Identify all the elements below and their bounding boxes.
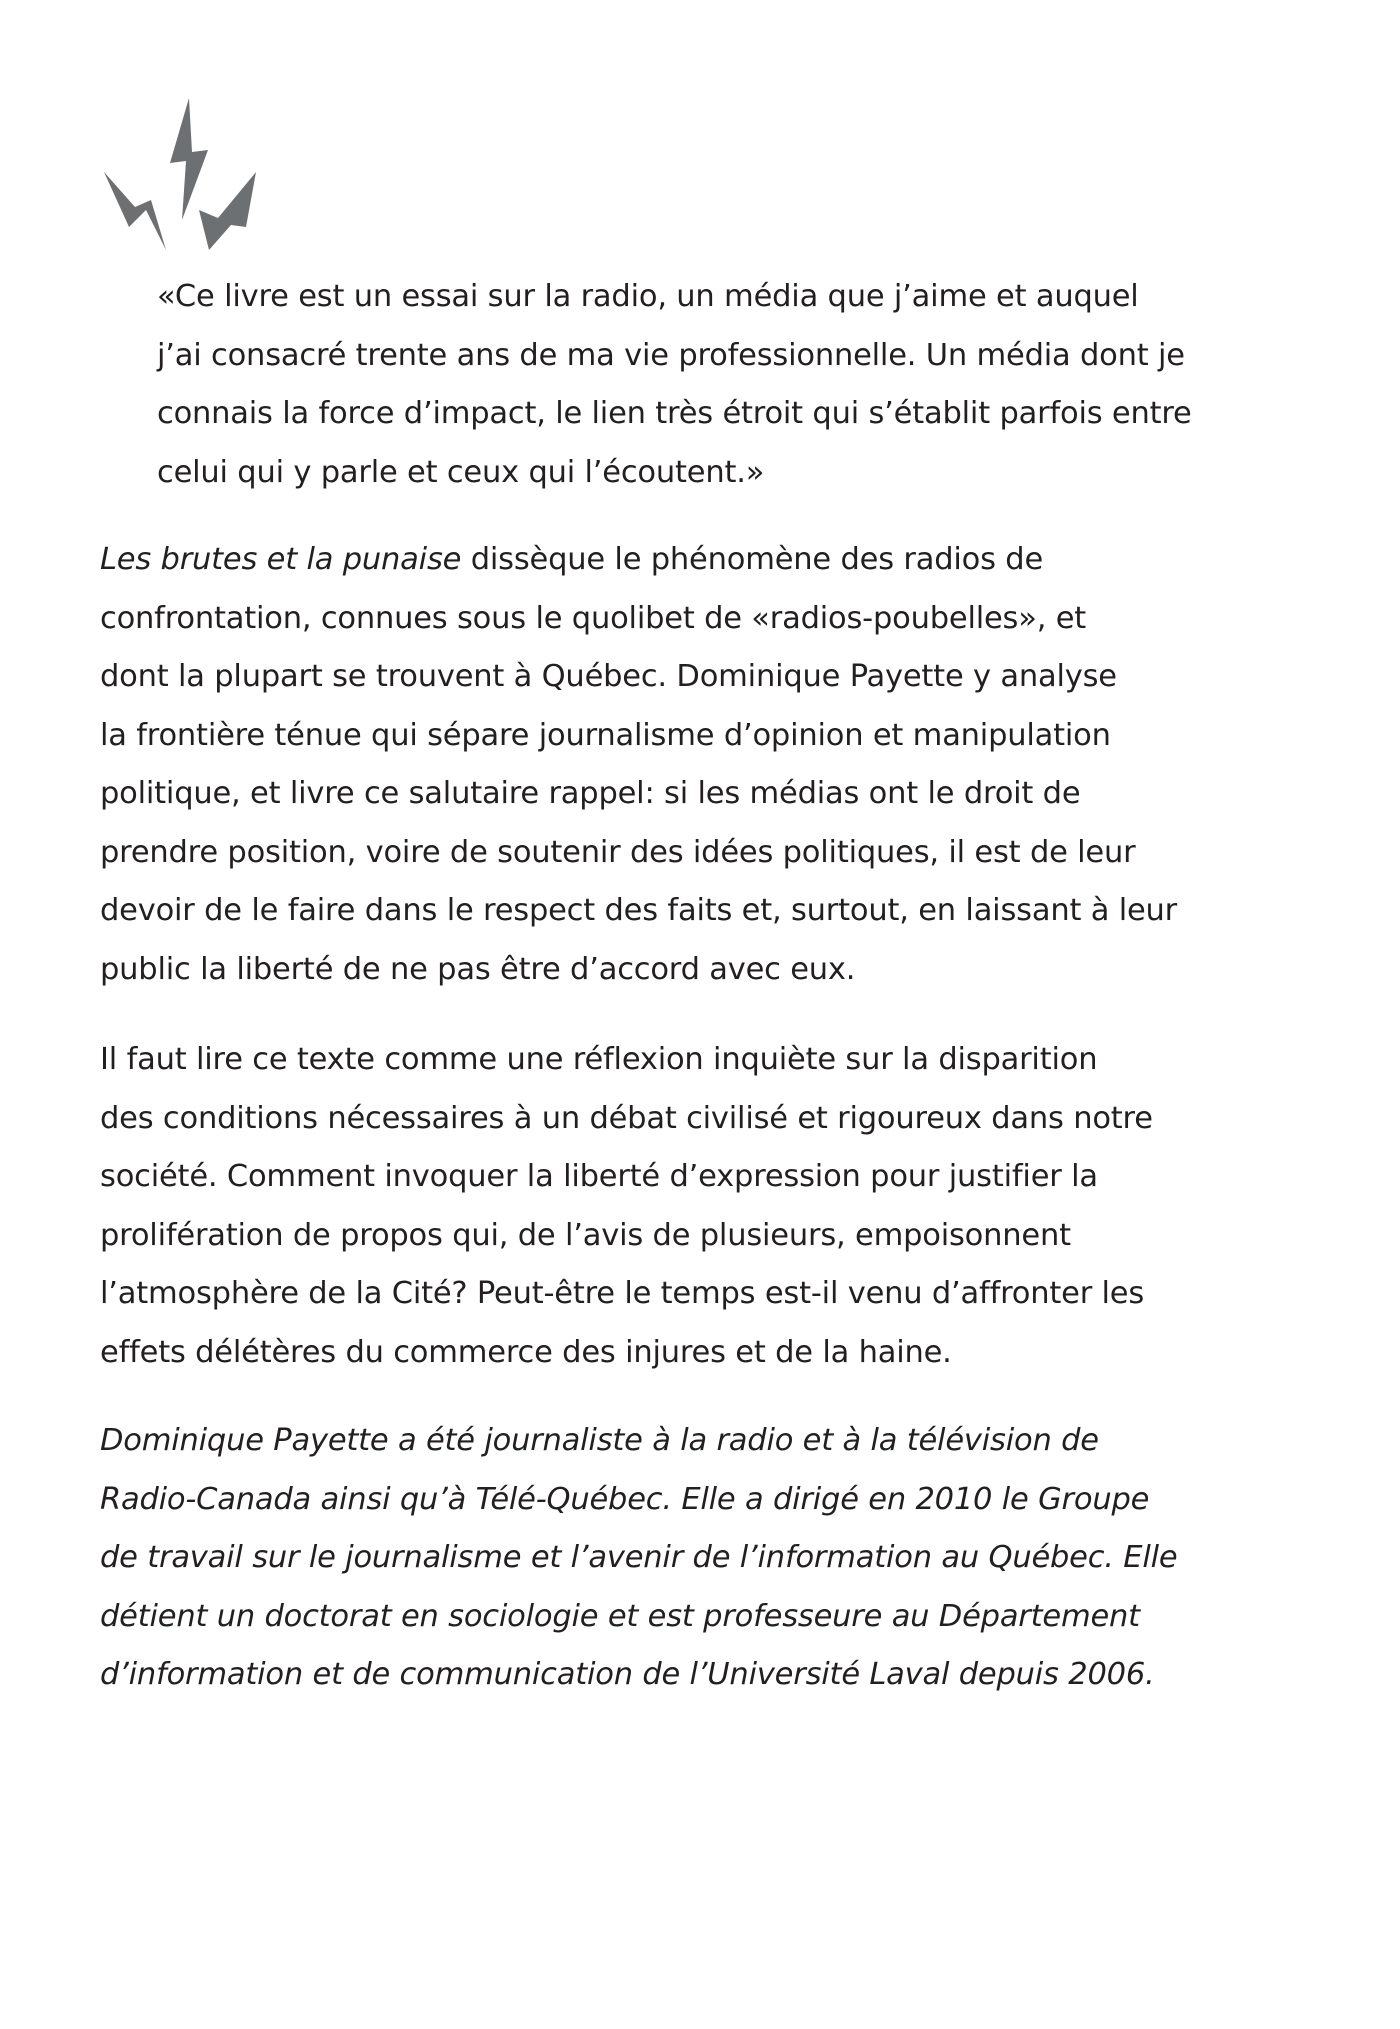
center-bolt-shape — [170, 98, 208, 220]
quote-line: «Ce livre est un essai sur la radio, un média que j’aime et auquel — [157, 279, 1139, 314]
paragraph-line: la frontière ténue qui sépare journalisme d’opinion et manipulation — [100, 717, 1111, 753]
quote-line: celui qui y parle et ceux qui l’écoutent.» — [157, 454, 765, 490]
paragraph-line: des conditions nécessaires à un débat civilisé et rigoureux dans notre — [100, 1100, 1153, 1136]
paragraph-line: dont la plupart se trouvent à Québec. Dominique Payette y analyse — [100, 659, 1117, 694]
book-description-paragraph — [100, 531, 1340, 999]
right-bolt-shape — [199, 172, 256, 250]
paragraph-line: confrontation, connues sous le quolibet de «radios-poubelles», et — [100, 600, 1087, 636]
first-line-text: dissèque le phénomène des radios de — [461, 542, 1044, 577]
paragraph-line — [100, 531, 1340, 590]
paragraph-line: prolifération de propos qui, de l’avis de plusieurs, empoisonnent — [100, 1217, 1071, 1253]
book-title: Les brutes et la punaise — [100, 542, 462, 577]
bio-line: détient un doctorat en sociologie et est professeure au Département — [100, 1598, 1140, 1634]
bio-line: de travail sur le journalisme et l’avenir de l’information au Québec. Elle — [100, 1540, 1178, 1575]
left-bolt-shape — [104, 172, 166, 250]
bio-line: Dominique Payette a été journaliste à la radio et à la télévision de — [100, 1423, 1099, 1458]
author-bio — [100, 1412, 1340, 1705]
paragraph-line: Il faut lire ce texte comme une réflexion inquiète sur la disparition — [100, 1042, 1098, 1077]
bio-line: Radio-Canada ainsi qu’à Télé-Québec. Elle a dirigé en 2010 le Groupe — [100, 1481, 1150, 1517]
lightning-bolts-icon — [96, 90, 266, 250]
quote-line: connais la force d’impact, le lien très étroit qui s’établit parfois entre — [157, 396, 1192, 431]
paragraph-line: effets délétères du commerce des injures et de la haine. — [100, 1334, 952, 1370]
quote-line: j’ai consacré trente ans de ma vie professionnelle. Un média dont je — [157, 337, 1185, 373]
paragraph-line: devoir de le faire dans le respect des faits et, surtout, en laissant à leur — [100, 893, 1178, 928]
paragraph-line: prendre position, voire de soutenir des idées politiques, il est de leur — [100, 834, 1136, 870]
paragraph-line: l’atmosphère de la Cité? Peut-être le temps est-il venu d’affronter les — [100, 1276, 1145, 1311]
opening-quote — [157, 268, 1357, 502]
paragraph-line: politique, et livre ce salutaire rappel: si les médias ont le droit de — [100, 776, 1081, 811]
bio-line: d’information et de communication de l’Université Laval depuis 2006. — [100, 1657, 1155, 1692]
reflection-paragraph — [100, 1031, 1340, 1382]
paragraph-line: public la liberté de ne pas être d’accord avec eux. — [100, 951, 856, 987]
paragraph-line: société. Comment invoquer la liberté d’expression pour justifier la — [100, 1159, 1098, 1194]
